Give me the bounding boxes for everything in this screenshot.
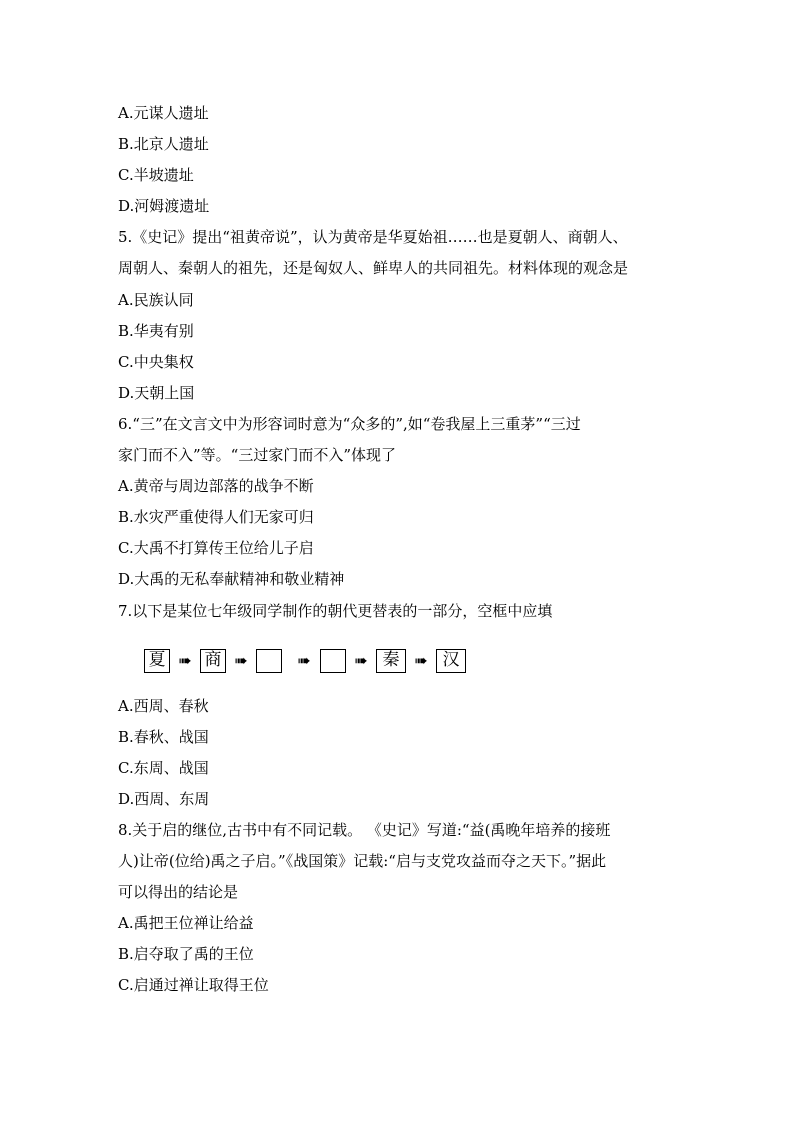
q5-option-c: C.中央集权: [118, 352, 194, 371]
q5-option-b: B.华夷有别: [118, 321, 194, 340]
q4-option-c: C.半坡遗址: [118, 166, 194, 185]
arrow-right-icon: ➠: [297, 651, 311, 671]
q8-stem-line-1: 8.关于启的继位,古书中有不同记载。 《史记》写道:“益(禹晚年培养的接班: [118, 820, 611, 839]
dynasty-flow-diagram: [118, 631, 678, 691]
q6-option-b: B.水灾严重使得人们无家可归: [118, 508, 314, 527]
arrow-right-icon: ➠: [234, 651, 248, 671]
arrow-right-icon: ➠: [178, 651, 192, 671]
q4-option-d: D.河姆渡遗址: [118, 197, 210, 216]
q7-option-b: B.春秋、战国: [118, 727, 209, 746]
q5-option-a: A.民族认同: [118, 290, 194, 309]
q8-option-b: B.启夺取了禹的王位: [118, 945, 254, 964]
dynasty-box-blank-2: [320, 649, 346, 673]
arrow-right-icon: ➠: [414, 651, 428, 671]
dynasty-box-xia: 夏: [144, 649, 170, 673]
q6-stem-line-2: 家门而不入”等。“三过家门而不入”体现了: [118, 446, 397, 465]
q7-option-a: A.西周、春秋: [118, 696, 209, 715]
q6-option-a: A.黄帝与周边部落的战争不断: [118, 477, 314, 496]
q6-stem-line-1: 6.“三”在文言文中为形容词时意为“众多的”,如“卷我屋上三重茅”“三过: [118, 414, 581, 433]
dynasty-box-han: 汉: [436, 649, 466, 673]
q8-option-a: A.禹把王位禅让给益: [118, 914, 254, 933]
q7-option-c: C.东周、战国: [118, 758, 209, 777]
q6-option-d: D.大禹的无私奉献精神和敬业精神: [118, 570, 345, 589]
q7-stem: 7.以下是某位七年级同学制作的朝代更替表的一部分，空框中应填: [118, 601, 553, 620]
dynasty-box-qin: 秦: [376, 649, 406, 673]
q6-option-c: C.大禹不打算传王位给儿子启: [118, 539, 314, 558]
arrow-right-icon: ➠: [354, 651, 368, 671]
q8-stem-line-2: 人)让帝(位给)禹之子启。”《战国策》记载:“启与支党攻益而夺之天下。”据此: [118, 852, 607, 871]
q8-stem-line-3: 可以得出的结论是: [118, 883, 239, 902]
dynasty-box-blank-1: [256, 649, 282, 673]
q4-option-b: B.北京人遗址: [118, 135, 209, 154]
q7-option-d: D.西周、东周: [118, 789, 210, 808]
dynasty-box-shang: 商: [200, 649, 226, 673]
q5-option-d: D.天朝上国: [118, 383, 195, 402]
q4-option-a: A.元谋人遗址: [118, 104, 209, 122]
q5-stem-line-2: 周朝人、秦朝人的祖先，还是匈奴人、鲜卑人的共同祖先。材料体现的观念是: [118, 259, 629, 278]
document-content: [118, 98, 678, 1002]
q8-option-c: C.启通过禅让取得王位: [118, 976, 269, 995]
q5-stem-line-1: 5.《史记》提出“祖黄帝说”，认为黄帝是华夏始祖……也是夏朝人、商朝人、: [118, 228, 628, 247]
